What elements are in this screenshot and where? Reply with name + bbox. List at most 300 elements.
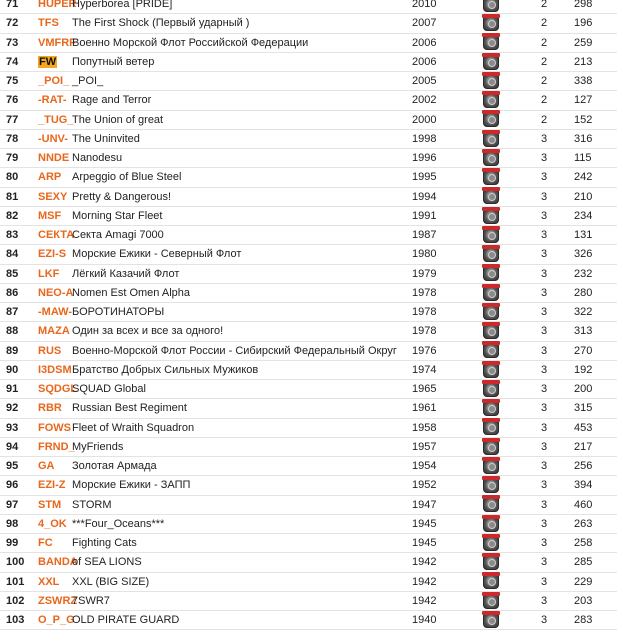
clan-tag-link[interactable] xyxy=(38,418,72,437)
division-cell: 3 xyxy=(514,514,574,533)
clan-tag[interactable]: EZI-Z xyxy=(38,479,66,492)
rating-cell: 2006 xyxy=(412,33,468,52)
battles-cell: 229 xyxy=(574,572,617,591)
clan-tag[interactable]: RBR xyxy=(38,402,62,415)
clan-name-link[interactable]: Hyperborea [PRIDE] xyxy=(72,0,412,14)
clan-tag[interactable]: _POI_ xyxy=(38,75,70,88)
table-row[interactable] xyxy=(0,33,617,52)
clan-name-link[interactable]: Морские Ежики - ЗАПП xyxy=(72,476,412,495)
clan-name-link[interactable]: Nomen Est Omen Alpha xyxy=(72,283,412,302)
table-row[interactable] xyxy=(0,206,617,225)
clan-name-link[interactable]: Arpeggio of Blue Steel xyxy=(72,168,412,187)
clan-name-link[interactable]: Лёгкий Казачий Флот xyxy=(72,264,412,283)
clan-tag-link[interactable] xyxy=(38,33,76,52)
rating-cell: 2006 xyxy=(412,52,468,71)
division-cell: 3 xyxy=(514,226,574,245)
rank-cell: 76 xyxy=(0,91,38,110)
division-cell: 3 xyxy=(514,168,574,187)
emblem-cell xyxy=(468,360,514,379)
clan-name-link[interactable]: Военно-Морской Флот России - Сибирский Федеральный Округ xyxy=(72,341,412,360)
division-cell: 3 xyxy=(514,611,574,630)
clan-tag[interactable]: -UNV- xyxy=(38,132,68,145)
clan-tag-link[interactable] xyxy=(38,129,72,148)
clan-name-link[interactable]: Pretty & Dangerous! xyxy=(72,187,412,206)
clan-tag-link[interactable] xyxy=(38,245,72,264)
emblem-cell xyxy=(468,0,514,14)
rating-cell: 1952 xyxy=(412,476,468,495)
battles-cell: 338 xyxy=(574,72,617,91)
clan-name-link[interactable]: The Union of great xyxy=(72,110,412,129)
rank-cell: 96 xyxy=(0,476,38,495)
table-row[interactable] xyxy=(0,52,617,71)
rank-cell: 100 xyxy=(0,553,38,572)
clan-tag[interactable]: FC xyxy=(38,537,53,550)
clan-emblem-icon xyxy=(483,73,499,89)
clan-tag-link[interactable] xyxy=(38,168,72,187)
division-cell: 2 xyxy=(514,0,574,14)
clan-name-link[interactable]: _POI_ xyxy=(72,72,412,91)
clan-name-link[interactable]: XXL (BIG SIZE) xyxy=(72,572,412,591)
division-cell: 3 xyxy=(514,341,574,360)
clan-name-link[interactable]: Братство Добрых Сильных Мужиков xyxy=(72,360,412,379)
division-cell: 3 xyxy=(514,264,574,283)
clan-tag-link[interactable] xyxy=(38,322,72,341)
rating-cell: 2005 xyxy=(412,72,468,91)
table-row[interactable] xyxy=(0,283,617,302)
clan-tag-link[interactable] xyxy=(38,149,72,168)
clan-tag[interactable]: MAZA xyxy=(38,325,70,338)
table-row[interactable] xyxy=(0,399,617,418)
rank-cell: 97 xyxy=(0,495,38,514)
table-row[interactable] xyxy=(0,495,617,514)
clan-emblem-icon xyxy=(483,0,499,12)
table-row[interactable] xyxy=(0,360,617,379)
division-cell: 2 xyxy=(514,33,574,52)
division-cell: 3 xyxy=(514,418,574,437)
emblem-cell xyxy=(468,611,514,630)
clan-tag[interactable]: -MAW- xyxy=(38,306,72,319)
division-cell: 3 xyxy=(514,322,574,341)
emblem-cell xyxy=(468,495,514,514)
emblem-cell xyxy=(468,418,514,437)
battles-cell: 283 xyxy=(574,611,617,630)
clan-emblem-icon xyxy=(483,400,499,416)
table-row[interactable] xyxy=(0,245,617,264)
emblem-cell xyxy=(468,129,514,148)
emblem-cell xyxy=(468,303,514,322)
rating-cell: 1978 xyxy=(412,303,468,322)
battles-cell: 313 xyxy=(574,322,617,341)
table-row[interactable] xyxy=(0,553,617,572)
clan-tag[interactable]: _TUG_ xyxy=(38,113,74,126)
table-row[interactable] xyxy=(0,591,617,610)
battles-cell: 258 xyxy=(574,534,617,553)
rating-cell: 1976 xyxy=(412,341,468,360)
clan-name-link[interactable]: Один за всех и все за одного! xyxy=(72,322,412,341)
table-row[interactable] xyxy=(0,14,617,33)
rating-cell: 1957 xyxy=(412,437,468,456)
clan-emblem-icon xyxy=(483,439,499,455)
table-row[interactable] xyxy=(0,168,617,187)
clan-name-link[interactable]: The Uninvited xyxy=(72,129,412,148)
rank-cell: 84 xyxy=(0,245,38,264)
emblem-cell xyxy=(468,226,514,245)
division-cell: 3 xyxy=(514,380,574,399)
table-row[interactable] xyxy=(0,129,617,148)
rank-cell: 91 xyxy=(0,380,38,399)
battles-cell: 242 xyxy=(574,168,617,187)
clan-emblem-icon xyxy=(483,54,499,70)
battles-cell: 460 xyxy=(574,495,617,514)
rating-cell: 1945 xyxy=(412,534,468,553)
rank-cell: 85 xyxy=(0,264,38,283)
rank-cell: 75 xyxy=(0,72,38,91)
division-cell: 3 xyxy=(514,534,574,553)
rating-cell: 1978 xyxy=(412,322,468,341)
rating-cell: 1961 xyxy=(412,399,468,418)
clan-emblem-icon xyxy=(483,554,499,570)
clan-emblem-icon xyxy=(483,496,499,512)
clan-emblem-icon xyxy=(483,458,499,474)
emblem-cell xyxy=(468,437,514,456)
clan-emblem-icon xyxy=(483,265,499,281)
table-row[interactable] xyxy=(0,418,617,437)
battles-cell: 298 xyxy=(574,0,617,14)
table-row[interactable] xyxy=(0,476,617,495)
division-cell: 2 xyxy=(514,14,574,33)
division-cell: 3 xyxy=(514,206,574,225)
battles-cell: 316 xyxy=(574,129,617,148)
table-row[interactable] xyxy=(0,457,617,476)
battles-cell: 285 xyxy=(574,553,617,572)
table-row[interactable] xyxy=(0,91,617,110)
rating-cell: 1991 xyxy=(412,206,468,225)
rank-cell: 87 xyxy=(0,303,38,322)
clan-tag-link[interactable] xyxy=(38,110,72,129)
rank-cell: 94 xyxy=(0,437,38,456)
clan-tag-link[interactable] xyxy=(38,457,72,476)
table-row[interactable] xyxy=(0,611,617,630)
clan-tag[interactable]: GA xyxy=(38,460,55,473)
battles-cell: 453 xyxy=(574,418,617,437)
clan-tag[interactable]: FOWS xyxy=(38,421,71,434)
division-cell: 3 xyxy=(514,283,574,302)
clan-emblem-icon xyxy=(483,227,499,243)
clan-name-link[interactable]: OLD PIRATE GUARD xyxy=(72,611,412,630)
battles-cell: 256 xyxy=(574,457,617,476)
clan-tag[interactable]: СЕКТА xyxy=(38,229,75,242)
rank-cell: 71 xyxy=(0,0,38,14)
clan-tag[interactable]: FW xyxy=(39,55,57,68)
clan-emblem-icon xyxy=(483,381,499,397)
rating-cell: 2000 xyxy=(412,110,468,129)
battles-cell: 263 xyxy=(574,514,617,533)
battles-cell: 394 xyxy=(574,476,617,495)
emblem-cell xyxy=(468,187,514,206)
clan-emblem-icon xyxy=(483,419,499,435)
division-cell: 3 xyxy=(514,553,574,572)
clan-name-link[interactable]: 7SWR7 xyxy=(72,591,412,610)
clan-tag-link[interactable] xyxy=(38,476,72,495)
clan-name-link[interactable]: Fleet of Wraith Squadron xyxy=(72,418,412,437)
battles-cell: 232 xyxy=(574,264,617,283)
emblem-cell xyxy=(468,149,514,168)
clan-emblem-icon xyxy=(483,362,499,378)
clan-name-link[interactable]: Morning Star Fleet xyxy=(72,206,412,225)
table-row[interactable] xyxy=(0,380,617,399)
clan-name-link[interactable]: of SEA LIONS xyxy=(72,553,412,572)
clan-tag-link[interactable] xyxy=(38,187,72,206)
clan-tag[interactable]: TFS xyxy=(38,17,59,30)
division-cell: 3 xyxy=(514,399,574,418)
emblem-cell xyxy=(468,380,514,399)
emblem-cell xyxy=(468,341,514,360)
rating-cell: 2002 xyxy=(412,91,468,110)
emblem-cell xyxy=(468,72,514,91)
rating-cell: 1998 xyxy=(412,129,468,148)
emblem-cell xyxy=(468,91,514,110)
rank-cell: 81 xyxy=(0,187,38,206)
rank-cell: 77 xyxy=(0,110,38,129)
clan-name-link[interactable]: Russian Best Regiment xyxy=(72,399,412,418)
rank-cell: 80 xyxy=(0,168,38,187)
rank-cell: 92 xyxy=(0,399,38,418)
clan-name-link[interactable]: Rage and Terror xyxy=(72,91,412,110)
clan-tag-link[interactable] xyxy=(38,91,72,110)
clan-emblem-icon xyxy=(483,342,499,358)
battles-cell: 280 xyxy=(574,283,617,302)
table-row[interactable] xyxy=(0,110,617,129)
clan-name-link[interactable]: Морские Ежики - Северный Флот xyxy=(72,245,412,264)
clan-tag[interactable]: FRND_ xyxy=(38,440,75,453)
rating-cell: 1996 xyxy=(412,149,468,168)
clan-tag-link[interactable] xyxy=(38,52,72,71)
rank-cell: 89 xyxy=(0,341,38,360)
clan-emblem-icon xyxy=(483,15,499,31)
rating-cell: 1980 xyxy=(412,245,468,264)
emblem-cell xyxy=(468,52,514,71)
emblem-cell xyxy=(468,322,514,341)
rating-cell: 1942 xyxy=(412,553,468,572)
clan-tag[interactable]: SQDGL xyxy=(38,383,78,396)
clan-tag[interactable]: -RAT- xyxy=(38,94,67,107)
battles-cell: 115 xyxy=(574,149,617,168)
clan-tag[interactable]: SEXY xyxy=(38,190,68,203)
rating-cell: 1979 xyxy=(412,264,468,283)
division-cell: 3 xyxy=(514,476,574,495)
rating-cell: 1978 xyxy=(412,283,468,302)
clan-name-link[interactable]: Nanodesu xyxy=(72,149,412,168)
clan-emblem-icon xyxy=(483,208,499,224)
clan-tag-link[interactable] xyxy=(38,72,72,91)
rating-cell: 1995 xyxy=(412,168,468,187)
clan-tag-link[interactable] xyxy=(38,226,75,245)
division-cell: 3 xyxy=(514,591,574,610)
rating-cell: 2007 xyxy=(412,14,468,33)
clan-tag-link[interactable] xyxy=(38,206,72,225)
rating-cell: 1994 xyxy=(412,187,468,206)
clan-tag[interactable]: MSF xyxy=(38,209,62,222)
clan-name-link[interactable]: Попутный ветер xyxy=(72,52,412,71)
clan-tag-link[interactable] xyxy=(38,303,72,322)
table-row[interactable] xyxy=(0,149,617,168)
table-row[interactable] xyxy=(0,72,617,91)
battles-cell: 127 xyxy=(574,91,617,110)
rank-cell: 82 xyxy=(0,206,38,225)
clan-tag-link[interactable] xyxy=(38,495,72,514)
emblem-cell xyxy=(468,245,514,264)
clan-tag[interactable]: ARP xyxy=(38,171,62,184)
battles-cell: 196 xyxy=(574,14,617,33)
clan-name-link[interactable]: Военно Морской Флот Российской Федерации xyxy=(72,33,412,52)
clan-name-link[interactable]: The First Shock (Первый ударный ) xyxy=(72,14,412,33)
table-row[interactable] xyxy=(0,0,617,14)
clan-tag-link[interactable] xyxy=(38,611,75,630)
clan-tag[interactable]: BANDA xyxy=(38,556,78,569)
table-row[interactable] xyxy=(0,572,617,591)
clan-name-link[interactable]: Fighting Cats xyxy=(72,534,412,553)
table-row[interactable] xyxy=(0,437,617,456)
clan-tag[interactable]: NNDE xyxy=(38,152,70,165)
clan-emblem-icon xyxy=(483,573,499,589)
clan-emblem-icon xyxy=(483,304,499,320)
emblem-cell xyxy=(468,399,514,418)
clan-emblem-icon xyxy=(483,169,499,185)
emblem-cell xyxy=(468,553,514,572)
emblem-cell xyxy=(468,168,514,187)
clan-emblem-icon xyxy=(483,246,499,262)
clan-tag[interactable]: EZI-S xyxy=(38,248,67,261)
clan-tag-link[interactable] xyxy=(38,0,77,14)
rating-cell: 1942 xyxy=(412,572,468,591)
rank-cell: 86 xyxy=(0,283,38,302)
emblem-cell xyxy=(468,514,514,533)
clan-tag[interactable]: VMFRF xyxy=(38,36,76,49)
rank-cell: 90 xyxy=(0,360,38,379)
clan-name-link[interactable]: STORM xyxy=(72,495,412,514)
rank-cell: 72 xyxy=(0,14,38,33)
clan-tag-link[interactable] xyxy=(38,283,72,302)
emblem-cell xyxy=(468,206,514,225)
battles-cell: 234 xyxy=(574,206,617,225)
clan-emblem-icon xyxy=(483,516,499,532)
clan-tag-link[interactable] xyxy=(38,14,72,33)
rank-cell: 103 xyxy=(0,611,38,630)
clan-name-link[interactable]: ***Four_Oceans*** xyxy=(72,514,412,533)
clan-tag-link[interactable] xyxy=(38,572,72,591)
clan-tag-link[interactable] xyxy=(38,341,72,360)
clan-name-link[interactable]: Секта Amagi 7000 xyxy=(72,226,412,245)
rating-cell: 1958 xyxy=(412,418,468,437)
division-cell: 2 xyxy=(514,52,574,71)
clan-tag-link[interactable] xyxy=(38,264,72,283)
rank-cell: 95 xyxy=(0,457,38,476)
rank-cell: 83 xyxy=(0,226,38,245)
clan-name-link[interactable]: MyFriends xyxy=(72,437,412,456)
clan-tag[interactable]: I3DSM xyxy=(38,363,72,376)
rank-cell: 79 xyxy=(0,149,38,168)
rank-cell: 74 xyxy=(0,52,38,71)
clan-tag-link[interactable] xyxy=(38,380,78,399)
clan-tag[interactable]: HUPER xyxy=(38,0,77,11)
clan-tag-link[interactable] xyxy=(38,437,75,456)
battles-cell: 210 xyxy=(574,187,617,206)
clan-tag[interactable]: STM xyxy=(38,498,62,511)
clan-tag[interactable]: XXL xyxy=(38,575,60,588)
table-row[interactable] xyxy=(0,322,617,341)
rating-cell: 1954 xyxy=(412,457,468,476)
emblem-cell xyxy=(468,33,514,52)
clan-emblem-icon xyxy=(483,111,499,127)
clan-tag[interactable]: ZSWRZ xyxy=(38,594,78,607)
division-cell: 3 xyxy=(514,149,574,168)
clan-emblem-icon xyxy=(483,92,499,108)
emblem-cell xyxy=(468,264,514,283)
table-row[interactable] xyxy=(0,534,617,553)
clan-tag-link[interactable] xyxy=(38,553,78,572)
table-row[interactable] xyxy=(0,341,617,360)
clan-tag[interactable]: NEO-A xyxy=(38,286,74,299)
clan-tag-link[interactable] xyxy=(38,360,72,379)
emblem-cell xyxy=(468,110,514,129)
clan-tag-link[interactable] xyxy=(38,514,72,533)
clan-tag[interactable]: 4_OK xyxy=(38,517,67,530)
emblem-cell xyxy=(468,572,514,591)
battles-cell: 326 xyxy=(574,245,617,264)
rank-cell: 101 xyxy=(0,572,38,591)
clan-emblem-icon xyxy=(483,150,499,166)
rating-cell: 1947 xyxy=(412,495,468,514)
clan-tag[interactable]: O_P_G xyxy=(38,614,75,627)
battles-cell: 200 xyxy=(574,380,617,399)
table-row[interactable] xyxy=(0,226,617,245)
rating-cell: 1987 xyxy=(412,226,468,245)
clan-emblem-icon xyxy=(483,323,499,339)
clan-tag[interactable]: RUS xyxy=(38,344,62,357)
battles-cell: 270 xyxy=(574,341,617,360)
clan-name-link[interactable]: БОРОТИНАТОРЫ xyxy=(72,303,412,322)
clan-emblem-icon xyxy=(483,612,499,628)
table-row[interactable] xyxy=(0,187,617,206)
division-cell: 3 xyxy=(514,437,574,456)
division-cell: 2 xyxy=(514,91,574,110)
table-row[interactable] xyxy=(0,514,617,533)
emblem-cell xyxy=(468,14,514,33)
clan-name-link[interactable]: Золотая Армада xyxy=(72,457,412,476)
battles-cell: 217 xyxy=(574,437,617,456)
division-cell: 3 xyxy=(514,245,574,264)
rank-cell: 102 xyxy=(0,591,38,610)
division-cell: 3 xyxy=(514,495,574,514)
division-cell: 2 xyxy=(514,72,574,91)
rank-cell: 98 xyxy=(0,514,38,533)
clan-name-link[interactable]: SQUAD Global xyxy=(72,380,412,399)
rank-cell: 99 xyxy=(0,534,38,553)
clan-tag-link[interactable] xyxy=(38,399,72,418)
clan-tag-link[interactable] xyxy=(38,591,78,610)
table-row[interactable] xyxy=(0,264,617,283)
rank-cell: 93 xyxy=(0,418,38,437)
battles-cell: 259 xyxy=(574,33,617,52)
clan-tag-link[interactable] xyxy=(38,534,72,553)
table-row[interactable] xyxy=(0,303,617,322)
division-cell: 3 xyxy=(514,360,574,379)
division-cell: 3 xyxy=(514,187,574,206)
clan-emblem-icon xyxy=(483,477,499,493)
division-cell: 2 xyxy=(514,110,574,129)
clan-tag[interactable]: LKF xyxy=(38,267,60,280)
clan-emblem-icon xyxy=(483,535,499,551)
